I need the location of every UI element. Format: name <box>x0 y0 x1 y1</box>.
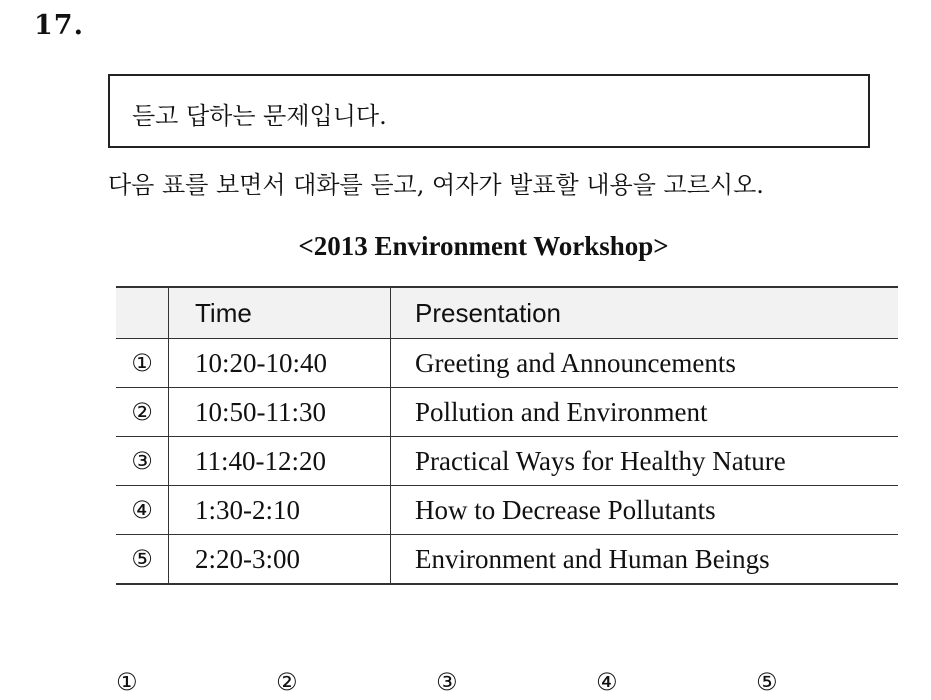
answer-choice-1[interactable]: ① <box>116 668 138 696</box>
table-row <box>116 437 898 486</box>
row-time: 2:20-3:00 <box>169 535 391 585</box>
table-row <box>116 388 898 437</box>
row-time: 1:30-2:10 <box>169 486 391 535</box>
workshop-schedule-table <box>116 286 898 585</box>
row-time: 10:50-11:30 <box>169 388 391 437</box>
answer-choices <box>116 668 796 700</box>
row-presentation: How to Decrease Pollutants <box>391 486 899 535</box>
row-presentation: Practical Ways for Healthy Nature <box>391 437 899 486</box>
row-mark: ⑤ <box>116 535 169 585</box>
answer-choice-4[interactable]: ④ <box>596 668 618 696</box>
answer-choice-5[interactable]: ⑤ <box>756 668 778 696</box>
listening-notice-text: 듣고 답하는 문제입니다. <box>132 102 387 130</box>
question-number: 17. <box>34 10 84 41</box>
listening-notice-box <box>108 74 870 148</box>
table-row <box>116 486 898 535</box>
header-presentation: Presentation <box>391 287 899 339</box>
row-mark: ④ <box>116 486 169 535</box>
row-mark: ① <box>116 339 169 388</box>
row-presentation: Environment and Human Beings <box>391 535 899 585</box>
row-time: 11:40-12:20 <box>169 437 391 486</box>
question-instruction: 다음 표를 보면서 대화를 듣고, 여자가 발표할 내용을 고르시오. <box>108 171 764 199</box>
row-mark: ③ <box>116 437 169 486</box>
header-number <box>116 287 169 339</box>
table-header-row <box>116 287 898 339</box>
row-time: 10:20-10:40 <box>169 339 391 388</box>
row-presentation: Greeting and Announcements <box>391 339 899 388</box>
header-time: Time <box>169 287 391 339</box>
table-row <box>116 535 898 585</box>
row-presentation: Pollution and Environment <box>391 388 899 437</box>
row-mark: ② <box>116 388 169 437</box>
table-title: <2013 Environment Workshop> <box>298 231 669 261</box>
answer-choice-2[interactable]: ② <box>276 668 298 696</box>
answer-choice-3[interactable]: ③ <box>436 668 458 696</box>
table-row <box>116 339 898 388</box>
